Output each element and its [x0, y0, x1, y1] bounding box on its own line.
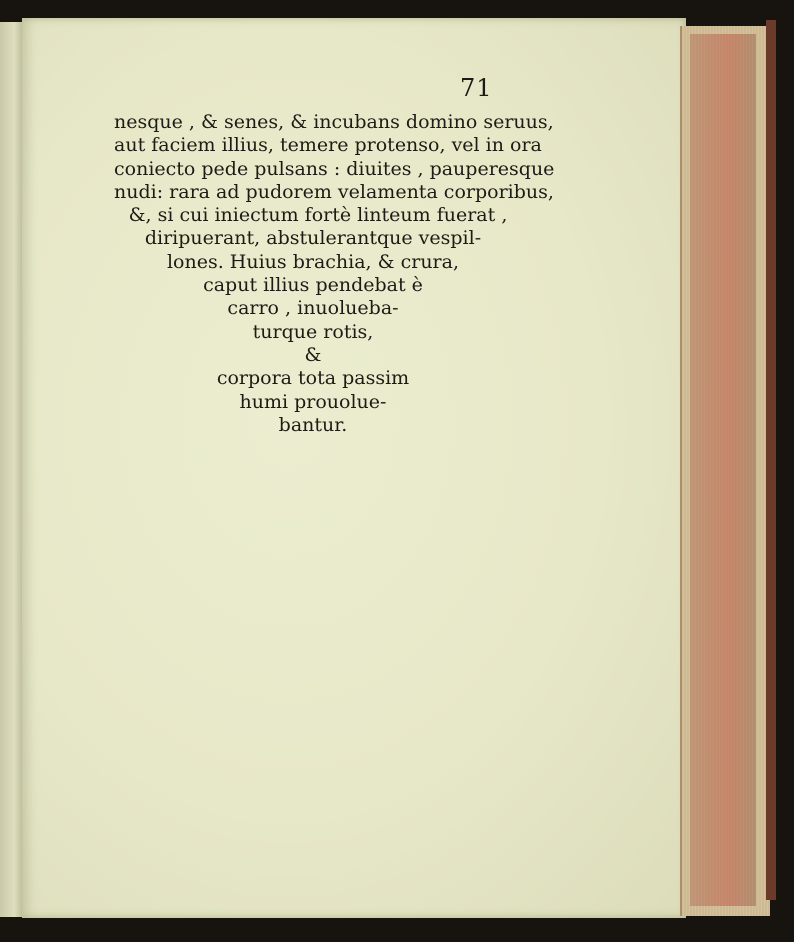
page-number: 71: [460, 74, 493, 102]
text-line-11: &: [304, 343, 322, 366]
text-line-8: caput illius pendebat è: [203, 274, 423, 297]
text-line-7: lones. Huius brachia, & crura,: [166, 250, 460, 273]
text-block: [114, 111, 555, 437]
text-line-12: corpora tota passim: [216, 367, 410, 390]
text-line-6: diripuerant, abstulerantque vespil-: [144, 227, 482, 250]
text-line-10: turque rotis,: [252, 320, 374, 343]
book-cover-edge: [766, 20, 776, 900]
text-line-1: nesque , & senes, & incubans domino seruus,: [114, 111, 554, 133]
page-edge-shade: [690, 34, 756, 906]
text-line-4: nudi: rara ad pudorem velamenta corporibus,: [114, 180, 554, 203]
text-line-3: coniecto pede pulsans : diuites , pauperesque: [114, 157, 555, 180]
text-line-5: &, si cui iniectum fortè linteum fuerat ,: [128, 204, 508, 227]
text-line-13: humi prouolue-: [239, 390, 387, 413]
text-line-14: bantur.: [278, 413, 348, 436]
text-line-2: aut faciem illius, temere protenso, vel in ora: [114, 134, 542, 157]
page-edges: [680, 26, 770, 916]
text-line-9: carro , inuolueba-: [227, 297, 399, 320]
